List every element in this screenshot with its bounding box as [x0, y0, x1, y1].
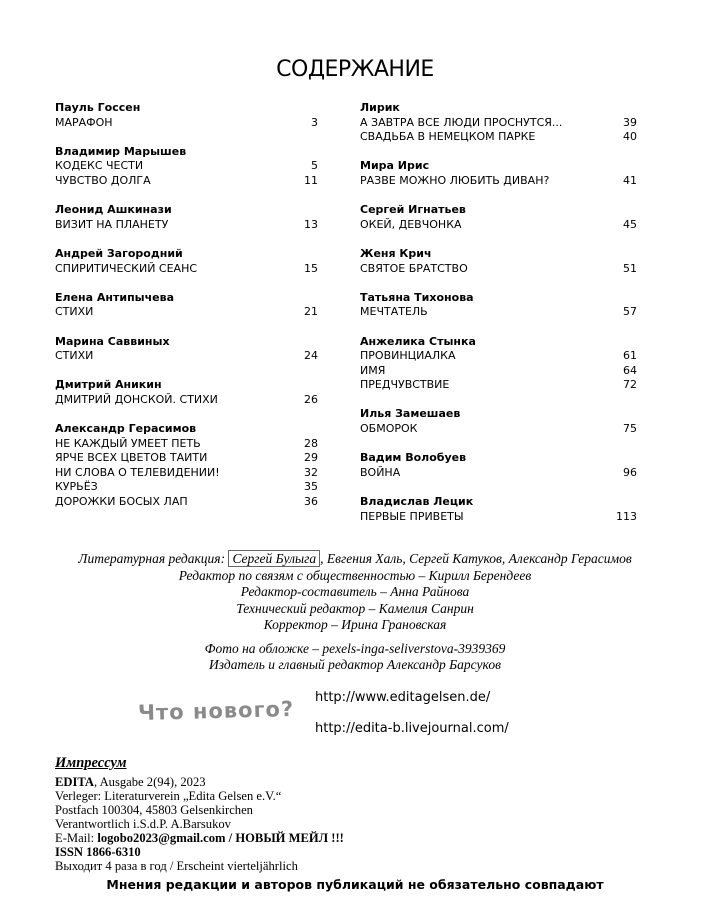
impressum-issn: ISSN 1866-6310	[55, 845, 141, 859]
toc-author-name: Татьяна Тихонова	[360, 290, 474, 304]
toc-entry-title: СПИРИТИЧЕСКИЙ СЕАНС	[55, 261, 198, 275]
cover-photo-credit: Фото на обложке – pexels-inga-seliverstova-3939369	[204, 641, 506, 656]
toc-author-name: Лирик	[360, 101, 400, 114]
toc-author-name: Пауль Госсен	[55, 101, 141, 114]
toc-entry	[360, 174, 637, 189]
toc-author-block	[360, 203, 637, 232]
toc-entry-title: ЧУВСТВО ДОЛГА	[55, 173, 151, 187]
toc-entry	[360, 130, 637, 145]
toc-author-name: Елена Антипычева	[55, 290, 175, 304]
toc-author-name: Андрей Загородний	[55, 246, 183, 260]
toc-author-block	[360, 335, 637, 393]
toc-entry-page: 64	[623, 363, 637, 377]
impressum-responsible: Verantwortlich i.S.d.P. A.Barsukov	[55, 817, 231, 831]
toc-entry-page: 26	[304, 392, 318, 406]
credit-line: Редактор-составитель – Анна Райнова	[240, 584, 470, 600]
toc-entry	[55, 305, 318, 320]
toc-author-block	[55, 145, 318, 189]
publisher-line: Издатель и главный редактор Александр Барсуков	[209, 657, 501, 672]
toc-entry-title: НЕ КАЖДЫЙ УМЕЕТ ПЕТЬ	[55, 436, 201, 450]
toc-author-block	[360, 159, 637, 188]
toc-entry	[55, 262, 318, 277]
toc-author-block	[55, 291, 318, 320]
toc-entry-page: 5	[311, 159, 318, 173]
website-link[interactable]: http://www.editagelsen.de/	[315, 690, 491, 705]
toc-entry	[55, 349, 318, 364]
impressum-block	[55, 755, 344, 873]
page-title: СОДЕРЖАНИЕ	[276, 57, 434, 82]
toc-entry	[360, 305, 637, 320]
toc-entry-title: ВОЙНА	[360, 465, 401, 479]
toc-author-name: Илья Замешаев	[360, 407, 461, 421]
toc-entry-title: СВЯТОЕ БРАТСТВО	[360, 261, 468, 275]
toc-author-name: Александр Герасимов	[55, 422, 197, 436]
credit-line: Технический редактор – Камелия Санрин	[236, 600, 474, 616]
toc-author-block	[55, 335, 318, 364]
toc-entry-title: ДОРОЖКИ БОСЫХ ЛАП	[55, 495, 188, 509]
toc-entry-title: ВИЗИТ НА ПЛАНЕТУ	[55, 217, 169, 231]
toc-entry-title: ПЕРВЫЕ ПРИВЕТЫ	[360, 509, 464, 523]
literary-editors-prefix: Литературная редакция:	[78, 551, 229, 566]
impressum-address: Postfach 100304, 45803 Gelsenkirchen	[55, 803, 253, 817]
toc-entry-title: НИ СЛОВА О ТЕЛЕВИДЕНИИ!	[55, 465, 220, 479]
toc-entry	[55, 495, 318, 510]
toc-entry-page: 29	[304, 451, 318, 465]
impressum-journal-line	[55, 775, 344, 789]
literary-editor-boxed-name: Сергей Булыга	[228, 550, 320, 567]
toc-entry	[55, 451, 318, 466]
toc-entry-page: 57	[623, 305, 637, 319]
toc-author-name: Сергей Игнатьев	[360, 203, 466, 217]
toc-column-left	[55, 101, 318, 524]
toc-entry	[55, 393, 318, 408]
toc-entry-title: РАЗВЕ МОЖНО ЛЮБИТЬ ДИВАН?	[360, 173, 550, 187]
toc-author-block	[55, 203, 318, 232]
toc-entry	[55, 116, 318, 131]
toc-author-block	[55, 422, 318, 510]
toc-author-block	[360, 451, 637, 480]
toc-author-block	[55, 378, 318, 407]
impressum-verleger: Verleger: Literaturverein „Edita Gelsen e.V.“	[55, 789, 282, 803]
toc-entry-page: 28	[304, 436, 318, 450]
journal-name: EDITA	[55, 775, 94, 789]
toc-entry-page: 75	[623, 422, 637, 436]
toc-author-name: Женя Крич	[360, 246, 432, 260]
toc-entry	[360, 116, 637, 131]
toc-entry	[55, 174, 318, 189]
toc-entry-page: 40	[623, 130, 637, 144]
email-label: E-Mail:	[55, 831, 98, 845]
toc-entry	[360, 422, 637, 437]
toc-entry-page: 3	[311, 115, 318, 129]
literary-editors-suffix: , Евгения Халь, Сергей Катуков, Александр Герасимов	[320, 551, 632, 566]
toc-entry	[55, 437, 318, 452]
toc-entry	[55, 466, 318, 481]
email-new-note: / НОВЫЙ МЕЙЛ !!!	[225, 831, 344, 845]
toc-author-name: Леонид Ашкинази	[55, 203, 172, 217]
toc-author-block	[55, 101, 318, 130]
toc-entry-page: 35	[304, 480, 318, 494]
toc-entry-page: 41	[623, 173, 637, 187]
credit-lines	[0, 568, 710, 634]
disclaimer: Мнения редакции и авторов публикаций не обязательно совпадают	[106, 877, 604, 892]
toc-author-name: Анжелика Стынка	[360, 334, 476, 348]
toc-entry-page: 15	[304, 261, 318, 275]
toc-entry-page: 45	[623, 217, 637, 231]
literary-editors-line	[0, 551, 710, 568]
credit-line: Редактор по связям с общественностью – Кирилл Берендеев	[178, 567, 532, 583]
toc-author-block	[360, 407, 637, 436]
toc-entry	[360, 262, 637, 277]
editorial-credits	[0, 551, 710, 634]
toc-entry-title: КУРЬЁЗ	[55, 480, 98, 494]
impressum-email-line	[55, 831, 344, 845]
toc-author-block	[360, 291, 637, 320]
toc-entry-page: 13	[304, 217, 318, 231]
toc-entry	[360, 364, 637, 379]
whats-new-watermark: Что нового?	[137, 696, 295, 726]
toc-entry-page: 36	[304, 495, 318, 509]
toc-entry-title: МАРАФОН	[55, 115, 113, 129]
toc-entry	[55, 218, 318, 233]
toc-column-right	[360, 101, 637, 539]
toc-entry-title: КОДЕКС ЧЕСТИ	[55, 159, 144, 173]
email-address[interactable]: logobo2023@gmail.com	[97, 831, 226, 845]
toc-entry-title: ИМЯ	[360, 363, 386, 377]
toc-author-name: Марина Саввиных	[55, 334, 170, 348]
toc-entry	[360, 349, 637, 364]
toc-author-name: Дмитрий Аникин	[55, 378, 162, 392]
toc-entry-title: А ЗАВТРА ВСЕ ЛЮДИ ПРОСНУТСЯ...	[360, 115, 563, 129]
toc-entry-page: 11	[304, 173, 318, 187]
impressum-frequency: Выходит 4 раза в год / Erscheint vierteljährlich	[55, 859, 298, 873]
toc-entry-title: ПРОВИНЦИАЛКА	[360, 349, 456, 363]
toc-author-name: Владимир Марышев	[55, 144, 187, 158]
toc-entry-title: ПРЕДЧУВСТВИЕ	[360, 378, 450, 392]
toc-entry-page: 96	[623, 465, 637, 479]
toc-entry-title: СТИХИ	[55, 305, 94, 319]
toc-entry-title: ДМИТРИЙ ДОНСКОЙ. СТИХИ	[55, 392, 218, 406]
toc-entry-title: ОБМОРОК	[360, 422, 418, 436]
toc-entry-page: 24	[304, 349, 318, 363]
credit-line: Корректор – Ирина Грановская	[263, 617, 447, 633]
toc-entry-page: 32	[304, 465, 318, 479]
toc-entry	[55, 159, 318, 174]
toc-author-block	[360, 247, 637, 276]
toc-entry	[360, 218, 637, 233]
livejournal-link[interactable]: http://edita-b.livejournal.com/	[315, 721, 509, 736]
toc-author-name: Мира Ирис	[360, 159, 430, 173]
cover-info	[0, 641, 710, 673]
toc-entry-title: ЯРЧЕ ВСЕХ ЦВЕТОВ ТАИТИ	[55, 451, 208, 465]
journal-issue: , Ausgabe 2(94), 2023	[93, 775, 206, 789]
toc-entry-page: 61	[623, 349, 637, 363]
toc-entry	[360, 510, 637, 525]
toc-author-block	[360, 495, 637, 524]
toc-entry-page: 21	[304, 305, 318, 319]
toc-author-name: Владислав Лецик	[360, 495, 474, 509]
toc-entry-page: 51	[623, 261, 637, 275]
toc-author-block	[55, 247, 318, 276]
toc-entry-page: 113	[616, 509, 637, 523]
toc-entry-title: МЕЧТАТЕЛЬ	[360, 305, 428, 319]
toc-entry-title: ОКЕЙ, ДЕВЧОНКА	[360, 217, 462, 231]
impressum-heading: Импрессум	[55, 755, 127, 771]
toc-author-name: Вадим Волобуев	[360, 451, 467, 465]
toc-entry	[55, 480, 318, 495]
toc-entry	[360, 378, 637, 393]
toc-author-block	[360, 101, 637, 145]
toc-entry-page: 39	[623, 115, 637, 129]
toc-entry-title: СВАДЬБА В НЕМЕЦКОМ ПАРКЕ	[360, 130, 536, 144]
toc-entry-page: 72	[623, 378, 637, 392]
toc-entry	[360, 466, 637, 481]
toc-entry-title: СТИХИ	[55, 349, 94, 363]
